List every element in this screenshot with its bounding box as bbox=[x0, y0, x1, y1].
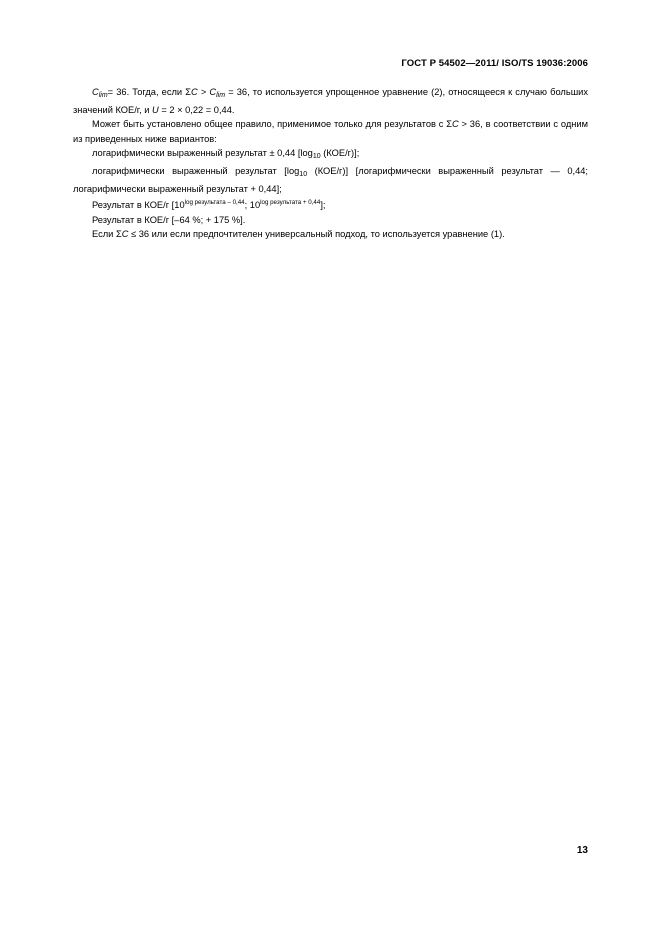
document-body bbox=[73, 85, 588, 241]
text-segment-2: = 36, то используется упрощенное уравнение (2), относящееся к случаю больших значений КОЕ/г, и bbox=[73, 87, 588, 116]
paragraph-3 bbox=[73, 146, 588, 164]
text-segment-4: Может быть установлено общее правило, применимое только для результатов с Σ bbox=[92, 119, 452, 130]
text-segment-7: (КОЕ/г)]; bbox=[320, 147, 360, 158]
var-u: U bbox=[152, 105, 159, 116]
paragraph-1 bbox=[73, 85, 588, 117]
text-segment-6: логарифмически выраженный результат ± 0,44 [log bbox=[92, 147, 313, 158]
paragraph-2 bbox=[73, 117, 588, 145]
sub-10-2: 10 bbox=[299, 171, 308, 179]
page-number: 13 bbox=[576, 845, 588, 856]
var-c-2: C bbox=[209, 87, 217, 97]
sub-lim: lim bbox=[98, 92, 108, 99]
var-c-3: C bbox=[452, 119, 459, 130]
sup-log-plus: log результата + 0,44 bbox=[260, 199, 321, 207]
variable-c-lim-2 bbox=[209, 87, 225, 97]
sub-10-1: 10 bbox=[312, 152, 321, 160]
paragraph-4 bbox=[73, 164, 588, 196]
paragraph-7 bbox=[73, 227, 588, 241]
text-segment-9: (КОЕ/г)] [логарифмически выраженный результат — 0,44; логарифмически выраженный результат + 0,44]; bbox=[73, 166, 588, 195]
text-segment-3: = 2 × 0,22 = 0,44. bbox=[158, 105, 235, 116]
text-segment-5: > 36, в соответствии с одним из приведенных ниже вариантов: bbox=[73, 119, 588, 144]
text-segment-14: ≤ 36 или если предпочтителен универсальный подход, то используется уравнение (1). bbox=[128, 228, 505, 239]
text-segment-11: ; 10 bbox=[244, 200, 261, 211]
page-header: ГОСТ Р 54502—2011/ ISO/TS 19036:2006 bbox=[401, 58, 588, 69]
text-segment-13: Если Σ bbox=[92, 228, 122, 239]
text-segment-12: ]; bbox=[320, 200, 326, 211]
text-segment-8: логарифмически выраженный результат [log bbox=[92, 166, 300, 177]
sup-log-minus: log результата – 0,44 bbox=[184, 199, 245, 207]
paragraph-5 bbox=[73, 196, 588, 212]
var-c-4: C bbox=[121, 228, 129, 239]
sub-lim-2: lim bbox=[216, 92, 226, 99]
var-c: C bbox=[92, 87, 99, 97]
paragraph-6: Результат в КОЕ/г [–64 %; + 175 %]. bbox=[92, 214, 246, 225]
var-c-sum: C bbox=[191, 87, 198, 97]
variable-c-lim-1 bbox=[92, 87, 108, 97]
text-segment-1: = 36. Тогда, если Σ bbox=[107, 87, 191, 97]
text-gt: > bbox=[197, 87, 210, 97]
text-segment-10: Результат в КОЕ/г [10 bbox=[92, 200, 185, 211]
